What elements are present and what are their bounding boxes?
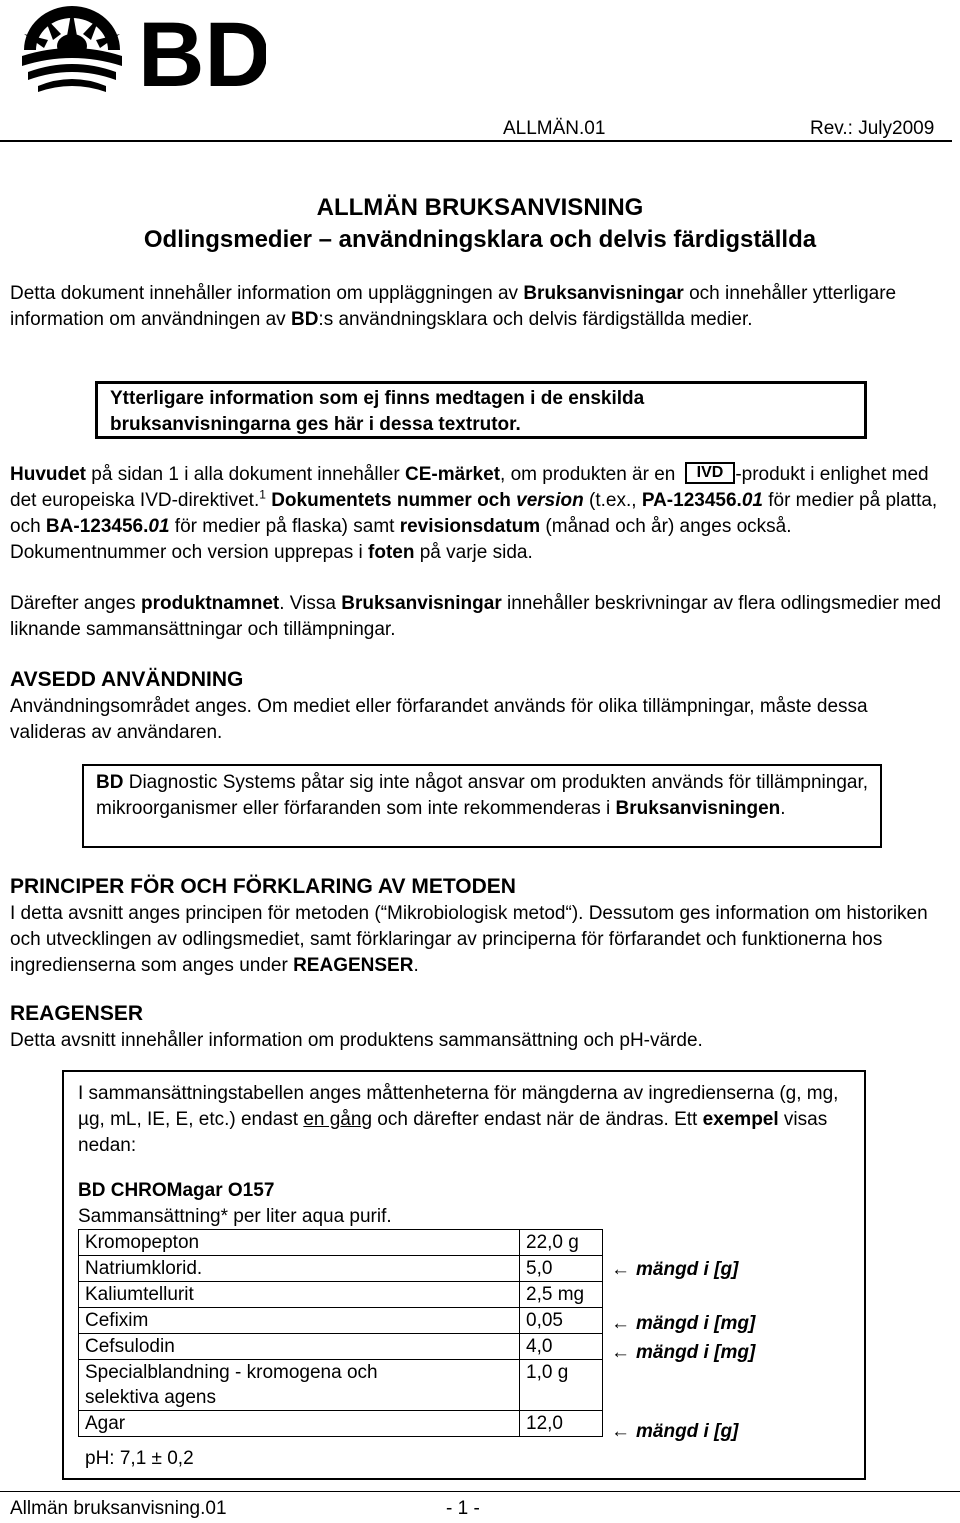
svg-text:BD: BD	[138, 6, 266, 98]
table-row	[79, 1334, 603, 1360]
unit-note: ← mängd i [g]	[611, 1421, 739, 1442]
table-row	[79, 1360, 603, 1411]
amount-cell: 5,0	[520, 1256, 603, 1282]
footnote-ref: 1	[259, 487, 266, 502]
table-row	[79, 1230, 603, 1256]
page-title: ALLMÄN BRUKSANVISNING	[316, 194, 644, 221]
ingredient-cell: Specialblandning - kromogena och selektiva agens	[79, 1360, 520, 1411]
disclaimer-textbox	[82, 764, 882, 848]
bd-sunburst-icon	[16, 6, 266, 98]
table-row	[79, 1282, 603, 1308]
page-subtitle: Odlingsmedier – användningsklara och delvis färdigställda	[143, 226, 817, 253]
footer-page-number: - 1 -	[446, 1498, 480, 1519]
composition-table	[78, 1229, 603, 1437]
section-heading-principles: PRINCIPER FÖR OCH FÖRKLARING AV METODEN	[10, 875, 516, 898]
bd-logo	[16, 6, 266, 98]
doc-code: ALLMÄN.01	[503, 118, 606, 139]
left-arrow-icon: ←	[611, 1313, 630, 1334]
unit-note: ← mängd i [mg]	[611, 1342, 756, 1363]
unit-note: ← mängd i [g]	[611, 1259, 739, 1280]
composition-label: Sammansättning* per liter aqua purif.	[78, 1206, 392, 1227]
info-textbox-text: Ytterligare information som ej finns medtagen i de enskilda bruksanvisningarna ges här i dessa textrutor.	[110, 388, 645, 435]
left-arrow-icon: ←	[611, 1421, 630, 1442]
ingredient-cell: Kaliumtellurit	[79, 1282, 520, 1308]
left-arrow-icon: ←	[611, 1259, 630, 1280]
example-intro-text: I sammansättningstabellen anges måttenheterna för mängderna av ingredienserna (g, mg, µg, mL, IE, E, etc.) endast en gång och därefter endast när de ändras. Ett exempel visas nedan:	[78, 1083, 839, 1156]
ingredient-cell: Kromopepton	[79, 1230, 520, 1256]
amount-cell: 1,0 g	[520, 1360, 603, 1411]
header-divider	[0, 140, 952, 142]
reagents-paragraph: Detta avsnitt innehåller information om produktens sammansättning och pH-värde.	[10, 1030, 703, 1051]
intended-use-paragraph: Användningsområdet anges. Om mediet eller förfarandet används för olika tillämpningar, måste dessa valideras av användaren.	[10, 696, 868, 743]
principles-paragraph: I detta avsnitt anges principen för metoden (“Mikrobiologisk metod“). Dessutom ges information om historiken och utvecklingen av odlingsmediet, samt förklaringar av principerna för förfarandet och funktionerna hos ingredienserna som anges under REAGENSER.	[10, 903, 928, 976]
intro-paragraph: Detta dokument innehåller information om uppläggningen av Bruksanvisningar och innehåller ytterligare information om användningen av BD:s användningsklara och delvis färdigställda medier.	[10, 283, 897, 330]
amount-cell: 22,0 g	[520, 1230, 603, 1256]
amount-cell: 4,0	[520, 1334, 603, 1360]
example-product-name: BD CHROMagar O157	[78, 1180, 275, 1201]
ph-value: pH: 7,1 ± 0,2	[85, 1448, 194, 1469]
ingredient-cell: Natriumklorid.	[79, 1256, 520, 1282]
ingredient-cell: Agar	[79, 1411, 520, 1437]
ingredient-cell: Cefixim	[79, 1308, 520, 1334]
table-row	[79, 1411, 603, 1437]
header-description-paragraph: Huvudet på sidan 1 i alla dokument innehåller CE-märket, om produkten är en IVD -produkt i enlighet med det europeiska IVD-direktivet.$^1$ Dokumentets nummer och version (t.ex., PA-123456.01 för medier på platta, och BA-123456.01 för medier på flaska) samt revisionsdatum (månad och år) anges också. Dokumentnummer och version upprepas i foten på varje sida.	[10, 464, 938, 563]
section-heading-reagents: REAGENSER	[10, 1002, 144, 1025]
unit-note: ← mängd i [mg]	[611, 1313, 756, 1334]
left-arrow-icon: ←	[611, 1342, 630, 1363]
table-row	[79, 1308, 603, 1334]
footer-doc-name: Allmän bruksanvisning.01	[10, 1498, 227, 1519]
info-textbox	[95, 381, 867, 439]
product-name-paragraph: Därefter anges produktnamnet. Vissa Bruksanvisningar innehåller beskrivningar av flera odlingsmedier med liknande sammansättningar och tillämpningar.	[10, 593, 942, 640]
amount-cell: 0,05	[520, 1308, 603, 1334]
table-row	[79, 1256, 603, 1282]
ivd-symbol: IVD	[685, 462, 736, 484]
revision: Rev.: July2009	[810, 118, 935, 139]
amount-cell: 12,0	[520, 1411, 603, 1437]
disclaimer-text: BD Diagnostic Systems påtar sig inte något ansvar om produkten används för tillämpningar, mikroorganismer eller förfaranden som inte rekommenderas i Bruksanvisningen.	[96, 772, 869, 819]
ingredient-cell: Cefsulodin	[79, 1334, 520, 1360]
amount-cell: 2,5 mg	[520, 1282, 603, 1308]
footer-divider	[0, 1491, 960, 1492]
section-heading-intended-use: AVSEDD ANVÄNDNING	[10, 668, 244, 691]
